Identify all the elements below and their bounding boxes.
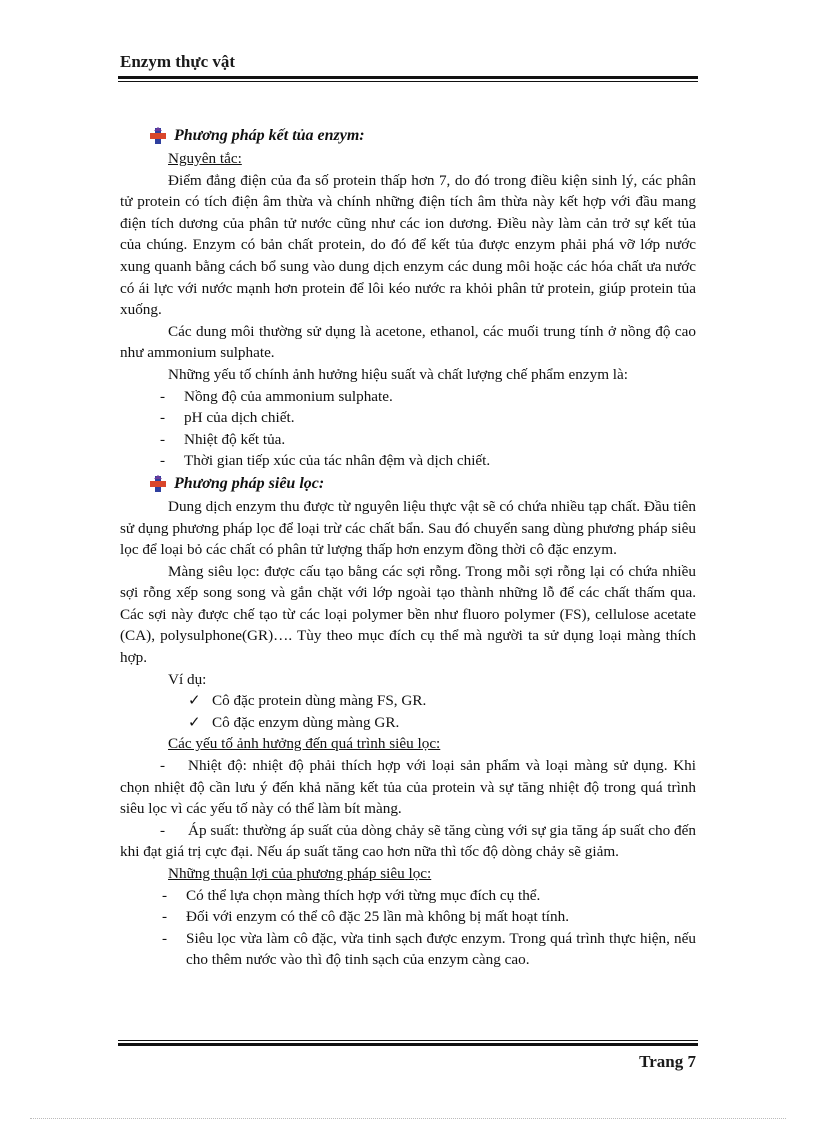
list-item: - Nhiệt độ kết tủa. bbox=[160, 430, 286, 448]
list-item: - pH của dịch chiết. bbox=[160, 409, 295, 427]
section-heading-ultrafiltration bbox=[148, 472, 696, 496]
section-heading-text: Phương pháp siêu lọc: bbox=[174, 475, 325, 493]
list-item: ✓ Cô đặc protein dùng màng FS, GR. bbox=[120, 690, 696, 712]
section-heading-text: Phương pháp kết tủa enzym: bbox=[174, 127, 365, 145]
header-rule-thick bbox=[118, 76, 698, 79]
page-number: Trang 7 bbox=[639, 1052, 696, 1071]
paragraph: Các dung môi thường sử dụng là acetone, ethanol, các muối trung tính ở nồng độ cao như ammonium sulphate. bbox=[120, 322, 696, 362]
list-item: ✓ Cô đặc enzym dùng màng GR. bbox=[120, 712, 696, 734]
paragraph: Màng siêu lọc: được cấu tạo bằng các sợi rỗng. Trong mỗi sợi rỗng lại có chứa nhiều sợi rỗng xếp song song và gắn chặt với lớp ngoài tạo thành những lỗ để các chất thấm qua. Các sợi này được chế tạo từ các loại polymer bền như fluoro polymer (FS), cellulose acetate (CA), polysulphone(GR)…. Tùy theo mục đích cụ thể mà người ta sử dụng loại màng thích hợp. bbox=[120, 562, 696, 667]
list-item: - Đối với enzym có thể cô đặc 25 lần mà không bị mất hoạt tính. bbox=[162, 908, 569, 926]
arrow-bullet-icon bbox=[148, 475, 168, 493]
advantages-label: Những thuận lợi của phương pháp siêu lọc: bbox=[168, 865, 432, 882]
section-heading-precipitation bbox=[148, 124, 696, 148]
list-item: - Nồng độ của ammonium sulphate. bbox=[160, 387, 393, 405]
check-icon: ✓ bbox=[188, 692, 201, 710]
document-header-title: Enzym thực vật bbox=[120, 52, 236, 71]
page-content bbox=[120, 124, 696, 971]
header-rule-thin bbox=[118, 81, 698, 82]
principle-label: Nguyên tắc: bbox=[168, 150, 242, 167]
list-item: - Áp suất: thường áp suất của dòng chảy sẽ tăng cùng với sự gia tăng áp suất cho đến khi đạt giá trị cực đại. Nếu áp suất tăng cao hơn nữa thì tốc độ dòng chảy sẽ giảm. bbox=[120, 821, 696, 861]
list-item: - Nhiệt độ: nhiệt độ phải thích hợp với loại sản phẩm và loại màng sử dụng. Khi chọn nhiệt độ cần lưu ý đến khả năng kết tủa của protein và sự tăng nhiệt độ trong quá trình siêu lọc vì các yếu tố này có thể làm bít màng. bbox=[120, 757, 696, 818]
arrow-bullet-icon bbox=[148, 127, 168, 145]
list-item: - Có thể lựa chọn màng thích hợp với từng mục đích cụ thể. bbox=[162, 886, 541, 904]
page-edge-divider bbox=[30, 1118, 786, 1119]
paragraph: Dung dịch enzym thu được từ nguyên liệu thực vật sẽ có chứa nhiều tạp chất. Đầu tiên sử dụng phương pháp lọc để loại trừ các chất bẩn. Sau đó chuyển sang dùng phương pháp siêu lọc để loại bỏ các chất có phân tử lượng thấp hơn enzym đồng thời cô đặc enzym. bbox=[120, 497, 696, 559]
list-item: - Siêu lọc vừa làm cô đặc, vừa tinh sạch được enzym. Trong quá trình thực hiện, nếu cho thêm nước vào thì độ tinh sạch của enzym càng cao. bbox=[162, 929, 696, 969]
check-icon: ✓ bbox=[188, 713, 201, 731]
paragraph: Điểm đẳng điện của đa số protein thấp hơn 7, do đó trong điều kiện sinh lý, các phân tử protein có tích điện âm thừa và chính những điện tích âm thừa này kết hợp với đầu mang điện tích dương của phân tử nước cũng như các ion dương. Điều này làm cản trở sự kết tủa của chúng. Enzym có bản chất protein, do đó để kết tủa được enzym phải phá vỡ lớp nước xung quanh bằng cách bổ sung vào dung dịch enzym các dung môi hoặc các hóa chất ưa nước có ái lực với nước mạnh hơn protein để lôi kéo nước ra khỏi phân tử protein, giúp protein tủa xuống. bbox=[120, 171, 696, 319]
example-label: Ví dụ: bbox=[168, 670, 207, 688]
factors-label: Các yếu tố ảnh hưởng đến quá trình siêu lọc: bbox=[168, 735, 441, 753]
paragraph: Những yếu tố chính ảnh hưởng hiệu suất và chất lượng chế phẩm enzym là: bbox=[168, 365, 628, 383]
footer-rule-thick bbox=[118, 1043, 698, 1046]
list-item: - Thời gian tiếp xúc của tác nhân đệm và dịch chiết. bbox=[160, 452, 491, 470]
footer-rule-thin bbox=[118, 1040, 698, 1041]
